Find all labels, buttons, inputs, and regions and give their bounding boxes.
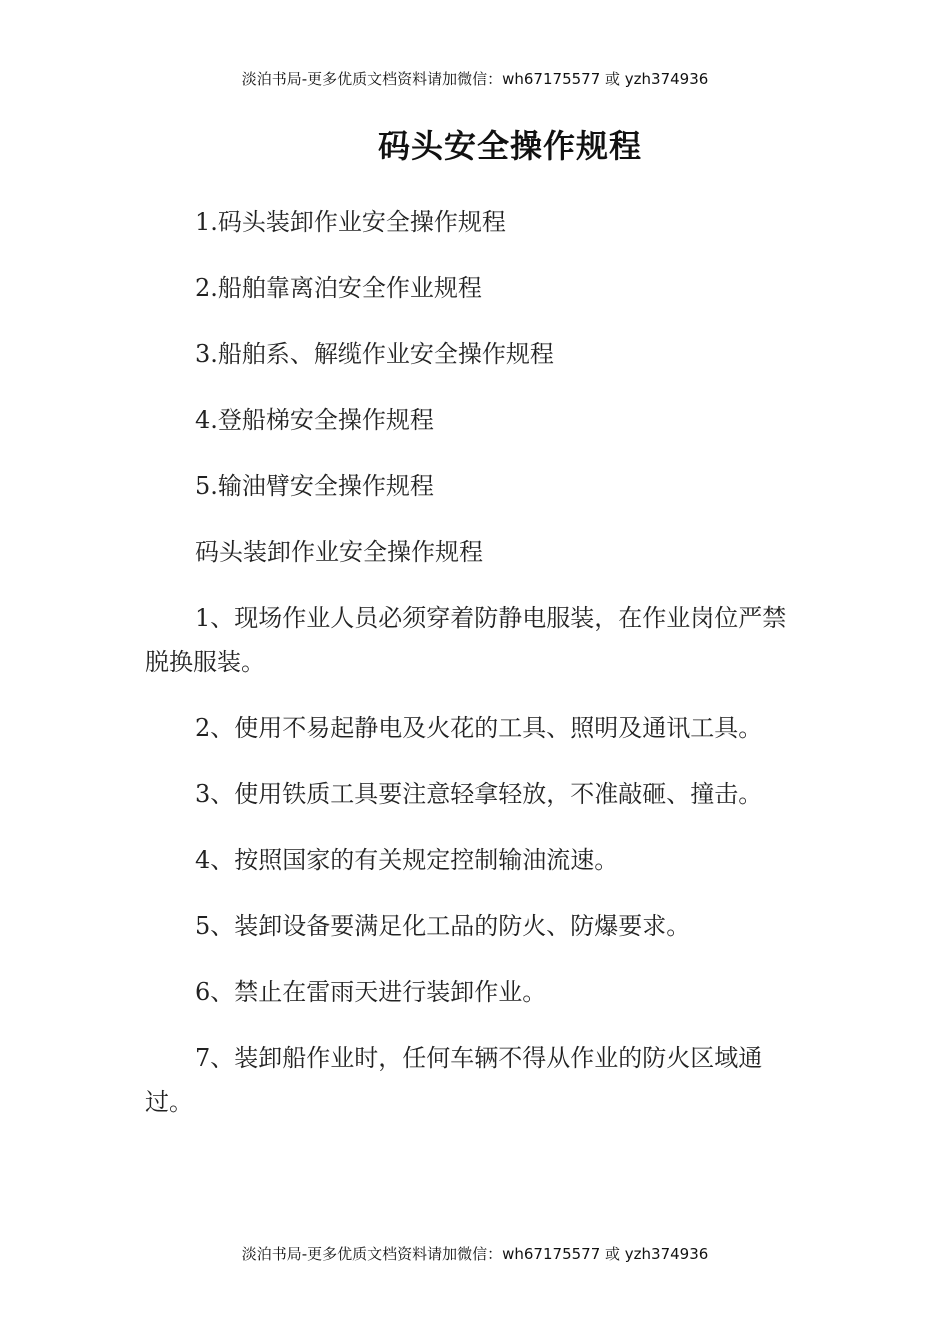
rule-paragraph: 1、现场作业人员必须穿着防静电服装，在作业岗位严禁脱换服装。 <box>145 604 787 676</box>
toc-item-5: 5.输油臂安全操作规程 <box>195 472 434 500</box>
section-heading: 码头装卸作业安全操作规程 <box>195 538 483 566</box>
toc-item-4: 4.登船梯安全操作规程 <box>195 406 434 434</box>
page-header-watermark: 淡泊书局-更多优质文档资料请加微信：wh67175577 或 yzh374936 <box>241 70 709 88</box>
toc-item-2: 2.船舶靠离泊安全作业规程 <box>195 274 482 302</box>
rule-paragraph: 7、装卸船作业时，任何车辆不得从作业的防火区域通过。 <box>145 1044 763 1116</box>
rule-paragraph: 6、禁止在雷雨天进行装卸作业。 <box>195 978 547 1006</box>
rule-paragraph: 3、使用铁质工具要注意轻拿轻放，不准敲砸、撞击。 <box>195 780 763 808</box>
toc-item-3: 3.船舶系、解缆作业安全操作规程 <box>195 340 554 368</box>
toc-item-1: 1.码头装卸作业安全操作规程 <box>195 208 506 236</box>
rule-paragraph: 4、按照国家的有关规定控制输油流速。 <box>195 846 619 874</box>
rule-paragraph: 5、装卸设备要满足化工品的防火、防爆要求。 <box>195 912 691 940</box>
rule-paragraph: 2、使用不易起静电及火花的工具、照明及通讯工具。 <box>195 714 763 742</box>
document-body <box>145 200 805 1146</box>
page-footer-watermark: 淡泊书局-更多优质文档资料请加微信：wh67175577 或 yzh374936 <box>241 1245 709 1263</box>
document-title: 码头安全操作规程 <box>377 127 642 165</box>
